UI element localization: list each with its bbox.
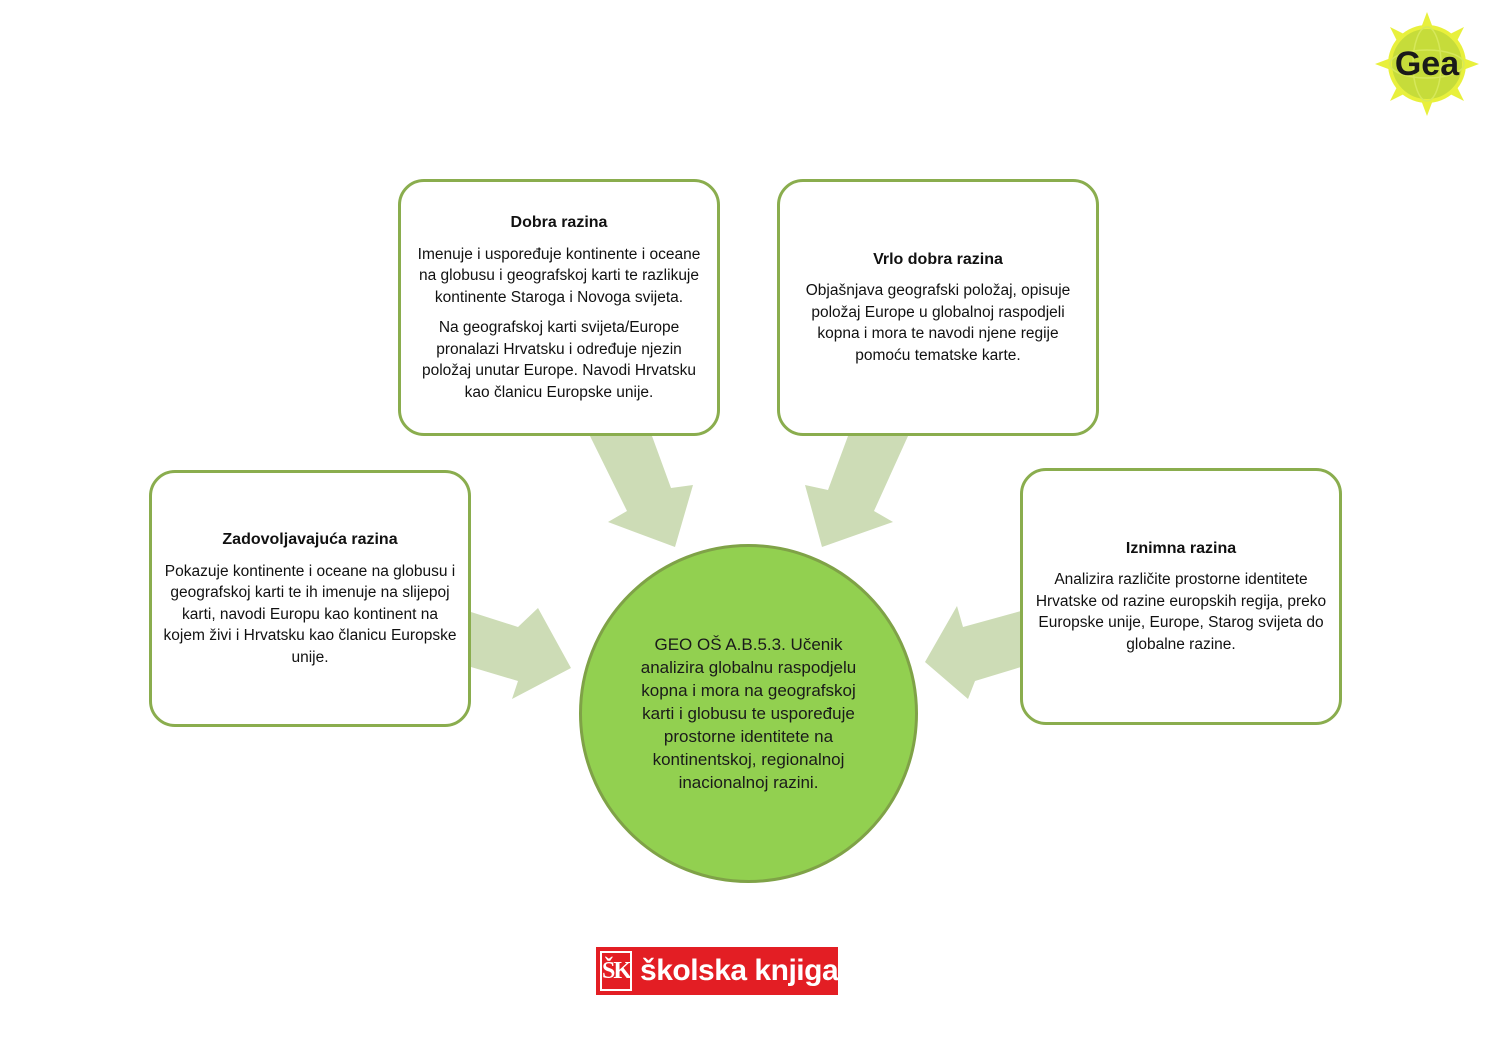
arrow-vrlo-to-center — [805, 436, 908, 547]
level-text-dobra-2: Na geografskoj karti svijeta/Europe pronalazi Hrvatsku i određuje njezin položaj unutar Europe. Navodi Hrvatsku kao članicu Europske unije. — [422, 319, 696, 401]
skolska-knjiga-mark-icon: ŠK — [600, 951, 632, 991]
level-box-vrlo-dobra — [777, 179, 1099, 436]
level-title-vrlo-dobra: Vrlo dobra razina — [873, 250, 1003, 268]
gea-logo-text: Gea — [1394, 45, 1460, 83]
arrow-dobra-to-center — [590, 436, 693, 547]
level-box-zadovoljavajuca — [149, 470, 471, 727]
skolska-knjiga-name: školska knjiga — [640, 954, 839, 987]
level-text-iznimna: Analizira različite prostorne identitete Hrvatske od razine europskih regija, preko Europske unije, Europe, Starog svijeta do globalne razine. — [1035, 571, 1327, 653]
level-text-zadovoljavajuca: Pokazuje kontinente i oceane na globusu i geografskoj karti te ih imenuje na slijepoj karti, navodi Europu kao kontinent na kojem živi i Hrvatsku kao članicu Europske unije. — [163, 562, 457, 666]
level-text-dobra-1: Imenuje i uspoređuje kontinente i oceane na globusu i geografskoj karti te razlikuje kontinente Staroga i Novoga svijeta. — [417, 245, 701, 306]
outcome-text: GEO OŠ A.B.5.3. Učenik analizira globalnu raspodjelu kopna i mora na geografskoj karti i globusu te uspoređuje prostorne identitete na kontinentskoj, regionalnoj inacionalnoj razini. — [640, 635, 857, 792]
level-title-iznimna: Iznimna razina — [1125, 539, 1237, 557]
arrow-iznimna-to-center — [925, 606, 1021, 699]
level-box-dobra — [398, 179, 720, 436]
level-title-dobra: Dobra razina — [510, 214, 608, 231]
level-title-zadovoljavajuca: Zadovoljavajuća razina — [222, 531, 398, 548]
gea-logo — [1375, 12, 1479, 116]
skolska-knjiga-logo — [596, 947, 838, 995]
level-box-iznimna — [1020, 468, 1342, 725]
arrow-zadov-to-center — [471, 608, 571, 699]
outcome-circle — [579, 544, 918, 883]
level-text-vrlo-dobra: Objašnjava geografski položaj, opisuje položaj Europe u globalnoj raspodjeli kopna i mora te navodi njene regije pomoću tematske karte. — [805, 282, 1071, 364]
